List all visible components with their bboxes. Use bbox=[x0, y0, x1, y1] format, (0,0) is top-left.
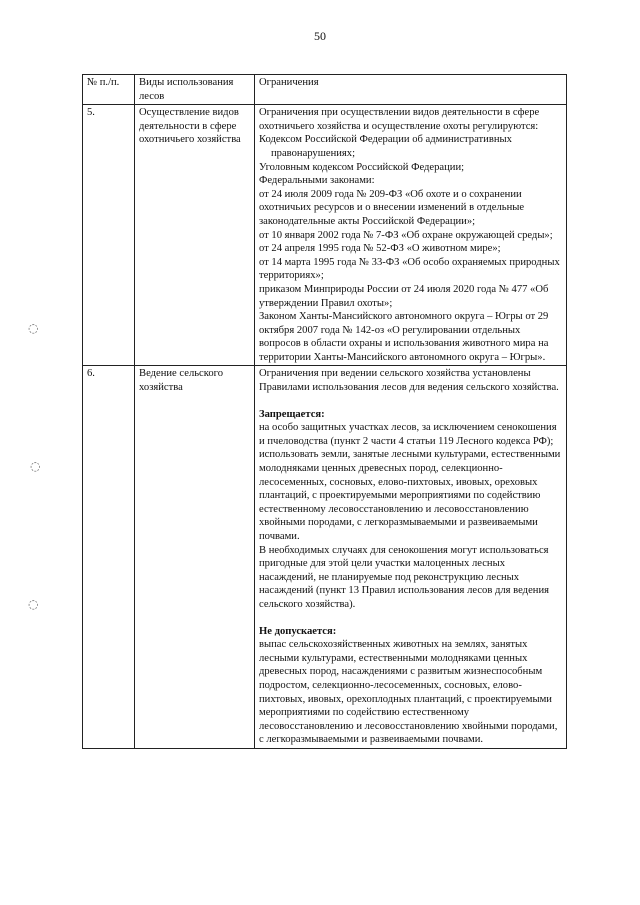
punch-hole-mark: ◌ bbox=[30, 459, 41, 473]
restriction-item: от 10 января 2002 года № 7-ФЗ «Об охране окружающей среды»; bbox=[259, 229, 553, 241]
not-allowed-heading: Не допускается: bbox=[259, 625, 337, 637]
header-restrictions: Ограничения bbox=[255, 75, 567, 105]
prohibited-heading: Запрещается: bbox=[259, 408, 325, 420]
restriction-item: Федеральными законами: bbox=[259, 175, 375, 187]
table-header-row bbox=[83, 75, 567, 105]
header-number: № п./п. bbox=[83, 75, 135, 105]
punch-hole-mark: ◌ bbox=[28, 597, 39, 611]
restrictions-table bbox=[82, 74, 567, 749]
prohibited-item: использовать земли, занятые лесными культурами, естественными молодняками ценных древесных пород, селекционно-лесосеменных, сосновых, елово-пихтовых, ивовых, ореховых плантаций, с проектируемыми мероприятиями по содействию естественному лесовосстановлению и лесовосстановлению хвойными породами, с легкоразмываемыми и развеиваемыми почвами. bbox=[259, 449, 561, 542]
row-restrictions bbox=[255, 366, 567, 748]
table-row bbox=[83, 366, 567, 748]
punch-hole-mark: ◌ bbox=[28, 321, 39, 335]
not-allowed-text: выпас сельскохозяйственных животных на землях, занятых лесными культурами, естественными молодняками ценных древесных пород, насаждениями с развитым жизнеспособным подростом, селекционно-лесосеменных, сосновых, елово-пихтовых, ивовых, орехоплодных плантаций, с проектируемыми мероприятиями по содействию естественному лесовосстановлению и лесовосстановлению хвойными породами, с легкоразмываемыми и развеиваемыми почвами. bbox=[259, 639, 558, 746]
table-row bbox=[83, 105, 567, 366]
prohibited-item: на особо защитных участках лесов, за исключением сенокошения и пчеловодства (пункт 2 части 4 статьи 119 Лесного кодекса РФ); bbox=[259, 422, 557, 447]
restriction-item: приказом Минприроды России от 24 июля 2020 года № 477 «Об утверждении Правил охоты»; bbox=[259, 283, 549, 309]
page-number: 50 bbox=[314, 29, 326, 43]
restriction-item: Законом Ханты-Мансийского автономного округа – Югры от 29 октября 2007 года № 142-оз «О регулировании отдельных вопросов в области охраны и использования животного мира на территории Ханты-Мансийского автономного округа – Югры». bbox=[259, 311, 549, 363]
restriction-item: от 14 марта 1995 года № 33-ФЗ «Об особо охраняемых природных территориях»; bbox=[259, 256, 560, 282]
restriction-intro: Ограничения при осуществлении видов деятельности в сфере охотничьего хозяйства и осуществление охоты регулируются: bbox=[259, 107, 540, 132]
restriction-item: от 24 июля 2009 года № 209-ФЗ «Об охоте и о сохранении охотничьих ресурсов и о внесении изменений в отдельные законодательные акты Российской Федерации»; bbox=[259, 188, 525, 227]
restriction-intro: Ограничения при ведении сельского хозяйства установлены Правилами использования лесов для ведения сельского хозяйства. bbox=[259, 368, 559, 394]
prohibited-item: В необходимых случаях для сенокошения могут использоваться пригодные для этой цели участки малоценных лесных насаждений, не планируемые под реконструкцию лесных насаждений (пункт 13 Правил использования лесов для ведения сельского хозяйства). bbox=[259, 544, 549, 610]
row-restrictions bbox=[255, 105, 567, 366]
restriction-item: от 24 апреля 1995 года № 52-ФЗ «О животном мире»; bbox=[259, 243, 501, 255]
restriction-item: Уголовным кодексом Российской Федерации; bbox=[259, 161, 465, 173]
restriction-item: правонарушениях; bbox=[271, 147, 356, 159]
header-forest-use-type: Виды использования лесов bbox=[135, 75, 255, 105]
row-forest-use-type: Осуществление видов деятельности в сфере охотничьего хозяйства bbox=[135, 105, 255, 366]
restriction-item: Кодексом Российской Федерации об административных bbox=[259, 134, 512, 146]
row-number: 6. bbox=[83, 366, 135, 748]
row-number: 5. bbox=[83, 105, 135, 366]
row-forest-use-type: Ведение сельского хозяйства bbox=[135, 366, 255, 748]
